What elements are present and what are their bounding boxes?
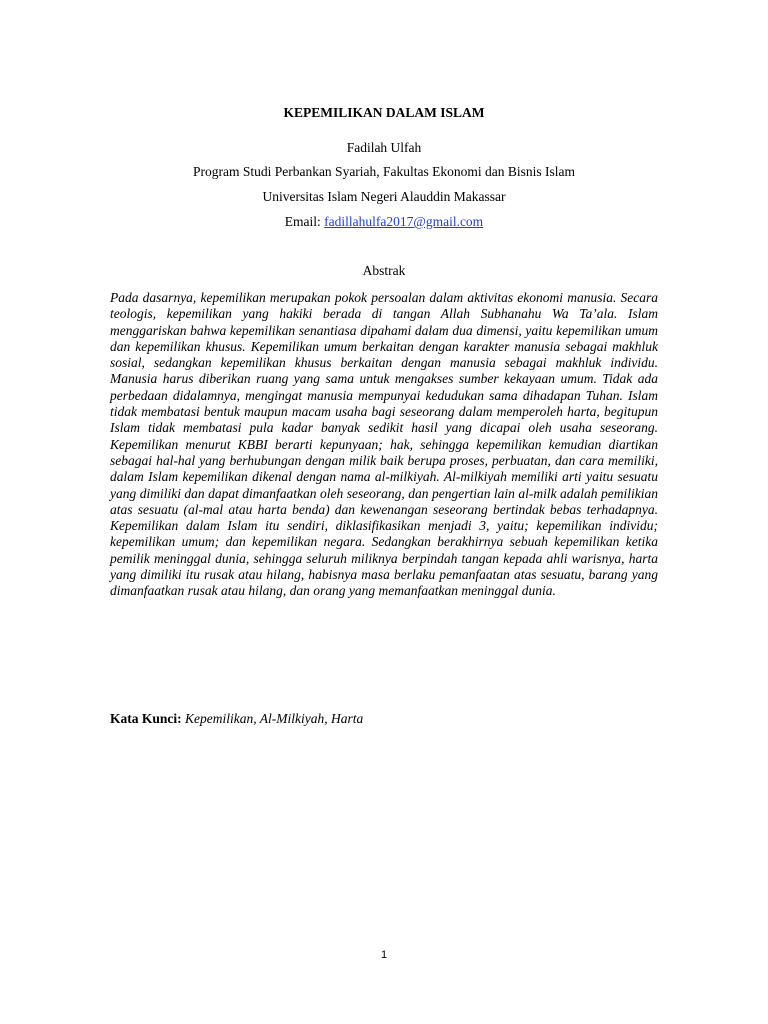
email-label: Email:: [284, 214, 325, 229]
paper-title: KEPEMILIKAN DALAM ISLAM: [283, 105, 485, 120]
keywords-label: Kata Kunci:: [110, 711, 182, 726]
abstract-text: Pada dasarnya, kepemilikan merupakan pokok persoalan dalam aktivitas ekonomi manusia. Secara teologis, kepemilikan yang hakiki berada di tangan Allah Subhanahu Wa Ta’ala. Islam menggariskan bahwa kepemilikan senantiasa dipahami dalam dua dimensi, yaitu kepemilikan umum dan kepemilikan khusus. Kepemilikan umum berkaitan dengan karakter manusia sebagai makhluk sosial, sedangkan kepemilikan khusus berkaitan dengan manusia sebagai makhluk individu. Manusia harus diberikan ruang yang sama untuk mengakses sumber kekayaan umum. Tidak ada perbedaan didalamnya, mengingat manusia mempunyai kedudukan sama dihadapan Tuhan. Islam tidak membatasi bentuk maupun macam usaha bagi seseorang dalam memperoleh harta, begitupun Islam tidak membatasi pula kadar banyak sedikit hasil yang dicapai oleh usaha seseorang. Kepemilikan menurut KBBI berarti kepunyaan; hak, sehingga kepemilikan kemudian diartikan sebagai hal-hal yang berhubungan dengan milik baik berupa proses, perbuatan, dan cara memiliki, dalam Islam kepemilikan dikenal dengan nama al-milkiyah. Al-milkiyah memiliki arti yaitu sesuatu yang dimiliki dan dapat dimanfaatkan oleh seseorang, dan pengertian lain al-milk adalah pemilikian atas sesuatu (al-mal atau harta benda) dan kewenangan seseorang bertindak bebas terhadapnya. Kepemilikan dalam Islam itu sendiri, diklasifikasikan menjadi 3, yaitu; kepemilikan individu; kepemilikan umum; dan kepemilikan negara. Sedangkan berakhirnya sebuah kepemilikan ketika pemilik meninggal dunia, sehingga seluruh miliknya berpindah tangan kepada ahli warisnya, harta yang dimiliki itu rusak atau hilang, habisnya masa berlaku pemanfaatan atas sesuatu, barang yang dimanfaatkan rusak atau hilang, dan orang yang memanfaatkan meninggal dunia.: [110, 290, 658, 599]
affiliation-university: Universitas Islam Negeri Alauddin Makassar: [262, 189, 506, 204]
affiliation-program: Program Studi Perbankan Syariah, Fakultas Ekonomi dan Bisnis Islam: [192, 164, 576, 179]
keywords-line: [110, 711, 658, 727]
email-link[interactable]: fadillahulfa2017@gmail.com: [324, 214, 484, 229]
author-name: Fadilah Ulfah: [346, 140, 422, 155]
keywords-value: Kepemilikan, Al-Milkiyah, Harta: [181, 711, 364, 726]
abstract-heading: Abstrak: [362, 263, 406, 278]
page-number: 1: [380, 949, 388, 961]
email-line: [0, 214, 768, 230]
